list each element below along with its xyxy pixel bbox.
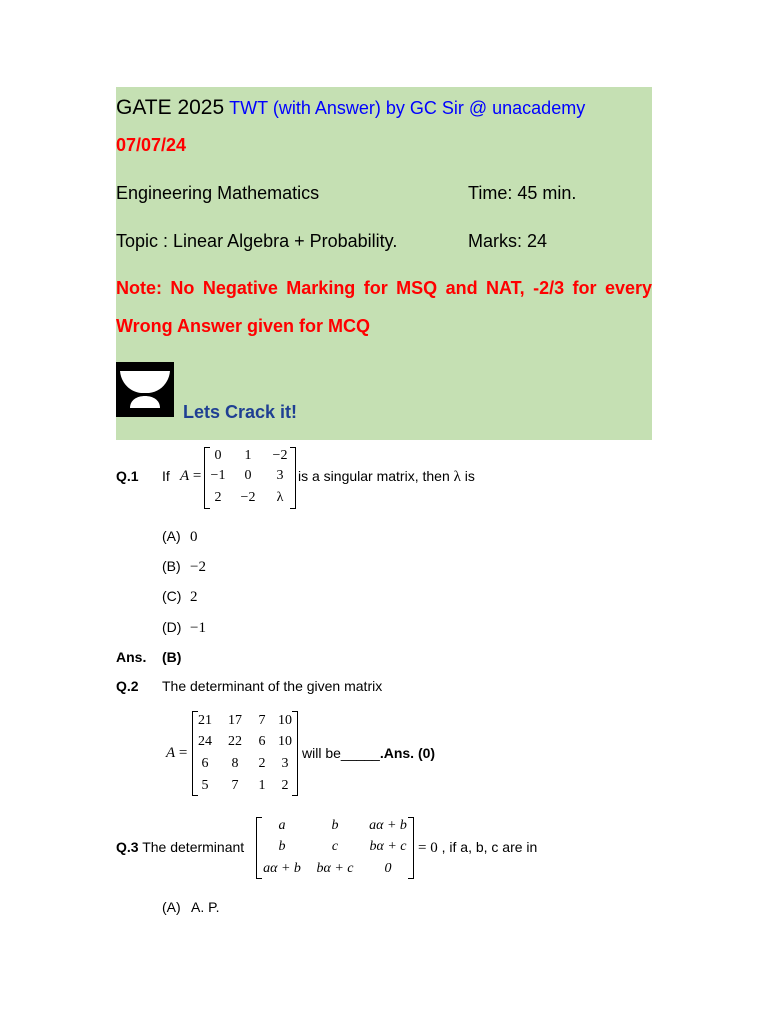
topic-label: Topic : Linear Algebra + Probability. <box>116 231 398 251</box>
matrix-cell: 5 <box>201 777 209 793</box>
matrix-cell: 3 <box>276 468 284 483</box>
marks-label: Marks: 24 <box>468 231 548 251</box>
question-stem-text: is a singular matrix, then <box>298 468 450 484</box>
marking-note-line-1: Note: No Negative Marking for MSQ and NAT, -2/3 for every <box>116 278 652 298</box>
matrix-cell: 7 <box>258 713 266 728</box>
matrix-cell: 2 <box>281 777 289 793</box>
answer-value: (B) <box>162 649 182 665</box>
matrix-cell: 21 <box>198 713 212 728</box>
matrix-cell: bα + c <box>316 861 354 876</box>
matrix-cell: aα + b <box>263 861 301 876</box>
matrix-cell: aα + b <box>369 818 407 833</box>
matrix-cell: 0 <box>244 468 252 483</box>
option-d <box>162 619 206 636</box>
option-value: −1 <box>190 620 206 636</box>
matrix-cell: −1 <box>210 468 226 483</box>
question-1-stem <box>298 468 475 485</box>
matrix-cell: −2 <box>272 448 288 463</box>
option-value: −2 <box>190 559 206 575</box>
question-number: Q.3 <box>116 839 139 855</box>
matrix-cell: a <box>278 818 286 833</box>
matrix-cell: λ <box>276 490 284 505</box>
matrix-cell: 10 <box>278 734 292 749</box>
question-stem-text: The determinant of the given matrix <box>162 678 383 694</box>
tagline: Lets Crack it! <box>183 402 298 422</box>
time-label: Time: 45 min. <box>468 183 577 203</box>
option-a <box>162 528 198 545</box>
question-1-answer <box>116 649 181 665</box>
question-stem-text: The determinant <box>142 839 245 855</box>
subject-label: Engineering Mathematics <box>116 183 320 203</box>
matrix-cell: 8 <box>231 756 239 771</box>
matrix-cell: 0 <box>214 448 222 463</box>
question-stem-end: is <box>464 468 475 484</box>
question-stem-end: will be_____ <box>302 745 380 761</box>
question-1-matrix <box>204 447 296 509</box>
answer-inline: .Ans. (0) <box>379 745 436 761</box>
option-label: (A) <box>162 528 181 544</box>
matrix-cell: 7 <box>231 777 239 793</box>
header-banner <box>116 87 652 440</box>
question-1-lead <box>116 468 170 484</box>
left-bracket <box>204 447 210 509</box>
matrix-cell: 1 <box>244 448 252 463</box>
matrix-cell: c <box>331 839 339 854</box>
matrix-cell: 10 <box>278 713 292 728</box>
right-bracket <box>290 447 296 509</box>
equals-sign: = <box>192 468 202 484</box>
matrix-cell: 3 <box>281 756 289 771</box>
matrix-label <box>166 745 187 761</box>
matrix-label <box>180 468 201 484</box>
question-number: Q.1 <box>116 468 139 484</box>
option-label: (D) <box>162 619 182 635</box>
matrix-cell: −2 <box>240 490 256 505</box>
question-3-stem-end <box>418 839 537 856</box>
left-bracket <box>192 711 198 796</box>
question-3-matrix <box>256 817 414 879</box>
question-2-lead <box>116 678 382 694</box>
equals-sign: = <box>178 745 188 761</box>
exam-date: 07/07/24 <box>116 135 187 155</box>
option-label: (C) <box>162 588 182 604</box>
exam-subtitle: TWT (with Answer) by GC Sir @ unacademy <box>229 98 586 118</box>
exam-heading <box>116 95 585 123</box>
question-3-lead <box>116 839 244 855</box>
option-c <box>162 588 198 605</box>
matrix-cell: 0 <box>384 861 392 876</box>
matrix-cell: 22 <box>228 734 242 749</box>
matrix-cell: b <box>331 818 339 833</box>
option-b <box>162 558 206 575</box>
matrix-cell: 2 <box>258 756 266 771</box>
option-a <box>162 899 220 915</box>
answer-label: Ans. <box>116 649 147 665</box>
marking-note-line-2: Wrong Answer given for MCQ <box>116 316 371 336</box>
unacademy-logo-icon <box>116 362 174 417</box>
option-label: (A) <box>162 899 181 915</box>
equation-end: = 0 <box>418 840 438 856</box>
question-lead-text: If <box>162 468 170 484</box>
matrix-cell: b <box>278 839 286 854</box>
option-label: (B) <box>162 558 181 574</box>
matrix-cell: 1 <box>258 777 266 793</box>
matrix-cell: 6 <box>258 734 266 749</box>
question-2-stem-end <box>302 745 435 761</box>
option-value: 2 <box>190 589 198 605</box>
matrix-variable: A <box>166 745 176 761</box>
right-bracket <box>408 817 414 879</box>
matrix-variable: A <box>180 468 190 484</box>
option-value: 0 <box>190 529 198 545</box>
right-bracket <box>292 711 298 796</box>
matrix-cell: 6 <box>201 756 209 771</box>
question-stem-end: , if a, b, c are in <box>441 839 538 855</box>
option-value: A. P. <box>191 899 220 915</box>
lambda-symbol: λ <box>453 469 461 485</box>
matrix-cell: bα + c <box>369 839 407 854</box>
question-2-matrix <box>192 711 298 796</box>
matrix-cell: 24 <box>198 734 212 749</box>
exam-title: GATE 2025 <box>116 96 225 119</box>
matrix-cell: 17 <box>228 713 242 728</box>
matrix-cell: 2 <box>214 490 222 505</box>
question-number: Q.2 <box>116 678 139 694</box>
left-bracket <box>256 817 262 879</box>
